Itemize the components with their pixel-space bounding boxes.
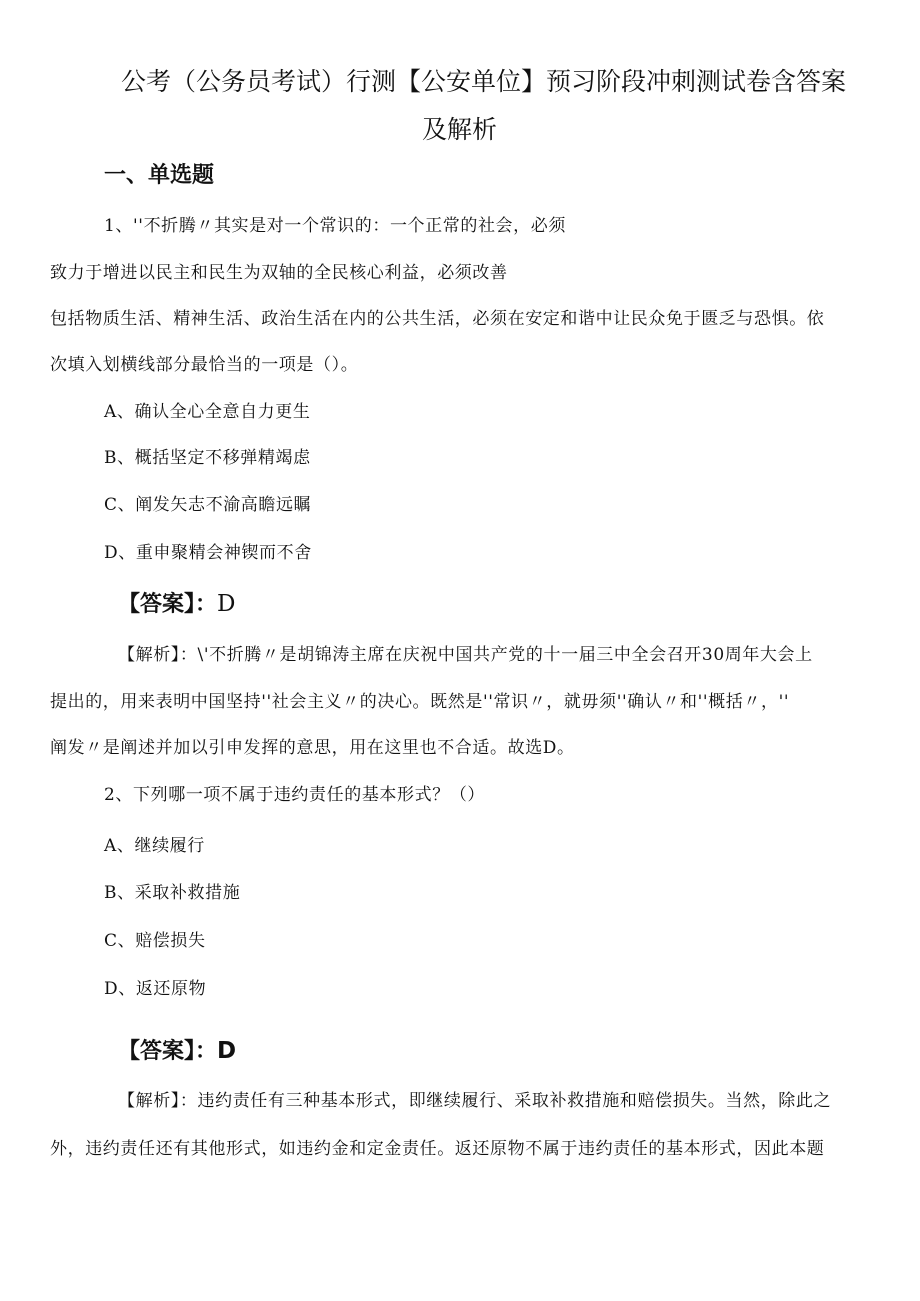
- explanation-text: 阐发〃是阐述并加以引申发挥的意思，用在这里也不合适。故选D。: [50, 738, 575, 758]
- document-title-line1: 公考（公务员考试）行测【公安单位】预习阶段冲刺测试卷含答案: [121, 67, 847, 96]
- option-a: A、确认全心全意自力更生: [104, 402, 311, 422]
- explanation-line: [118, 1086, 831, 1111]
- answer-line: [118, 587, 235, 618]
- explanation-text: 违约责任有三种基本形式，即继续履行、采取补救措施和赔偿损失。当然，除此之: [197, 1091, 832, 1111]
- explanation-line: [118, 640, 813, 665]
- question-stem-line: 包括物质生活、精神生活、政治生活在内的公共生活，必须在安定和谐中让民众免于匮乏与恐惧。依: [50, 309, 825, 329]
- answer-value: D: [217, 1038, 237, 1064]
- explanation-label: 【解析】：: [118, 1091, 198, 1111]
- answer-label: 【答案】：: [118, 592, 218, 617]
- question-stem-line: 致力于增进以民主和民生为双轴的全民核心利益，必须改善: [50, 263, 508, 283]
- option-d: D、返还原物: [104, 979, 207, 999]
- option-a: A、继续履行: [104, 836, 205, 856]
- option-d: D、重申聚精会神锲而不舍: [104, 543, 312, 563]
- explanation-text: 外，违约责任还有其他形式，如违约金和定金责任。返还原物不属于违约责任的基本形式，因此本题: [50, 1139, 825, 1159]
- question-stem-line: 次填入划横线部分最恰当的一项是（）。: [50, 355, 359, 375]
- document-title-line2: 及解析: [422, 115, 498, 144]
- explanation-text: \'不折腾〃是胡锦涛主席在庆祝中国共产党的十一届三中全会召开30周年大会上: [197, 645, 813, 665]
- answer-value: D: [217, 591, 236, 617]
- explanation-text: 提出的，用来表明中国坚持''社会主义〃的决心。既然是''常识〃，就毋须''确认〃和''概括〃，'': [50, 692, 790, 712]
- option-c: C、阐发矢志不渝高瞻远瞩: [104, 495, 312, 515]
- option-b: B、概括坚定不移弹精竭虑: [104, 448, 311, 468]
- answer-line: [118, 1034, 236, 1065]
- option-b: B、采取补救措施: [104, 883, 241, 903]
- option-c: C、赔偿损失: [104, 931, 206, 951]
- question-stem: 2、下列哪一项不属于违约责任的基本形式？（）: [104, 785, 486, 805]
- answer-label: 【答案】：: [118, 1039, 218, 1064]
- question-stem: 1、''不折腾〃其实是对一个常识的：一个正常的社会，必须: [104, 216, 566, 236]
- section-heading: 一、单选题: [104, 163, 215, 188]
- explanation-label: 【解析】：: [118, 645, 198, 665]
